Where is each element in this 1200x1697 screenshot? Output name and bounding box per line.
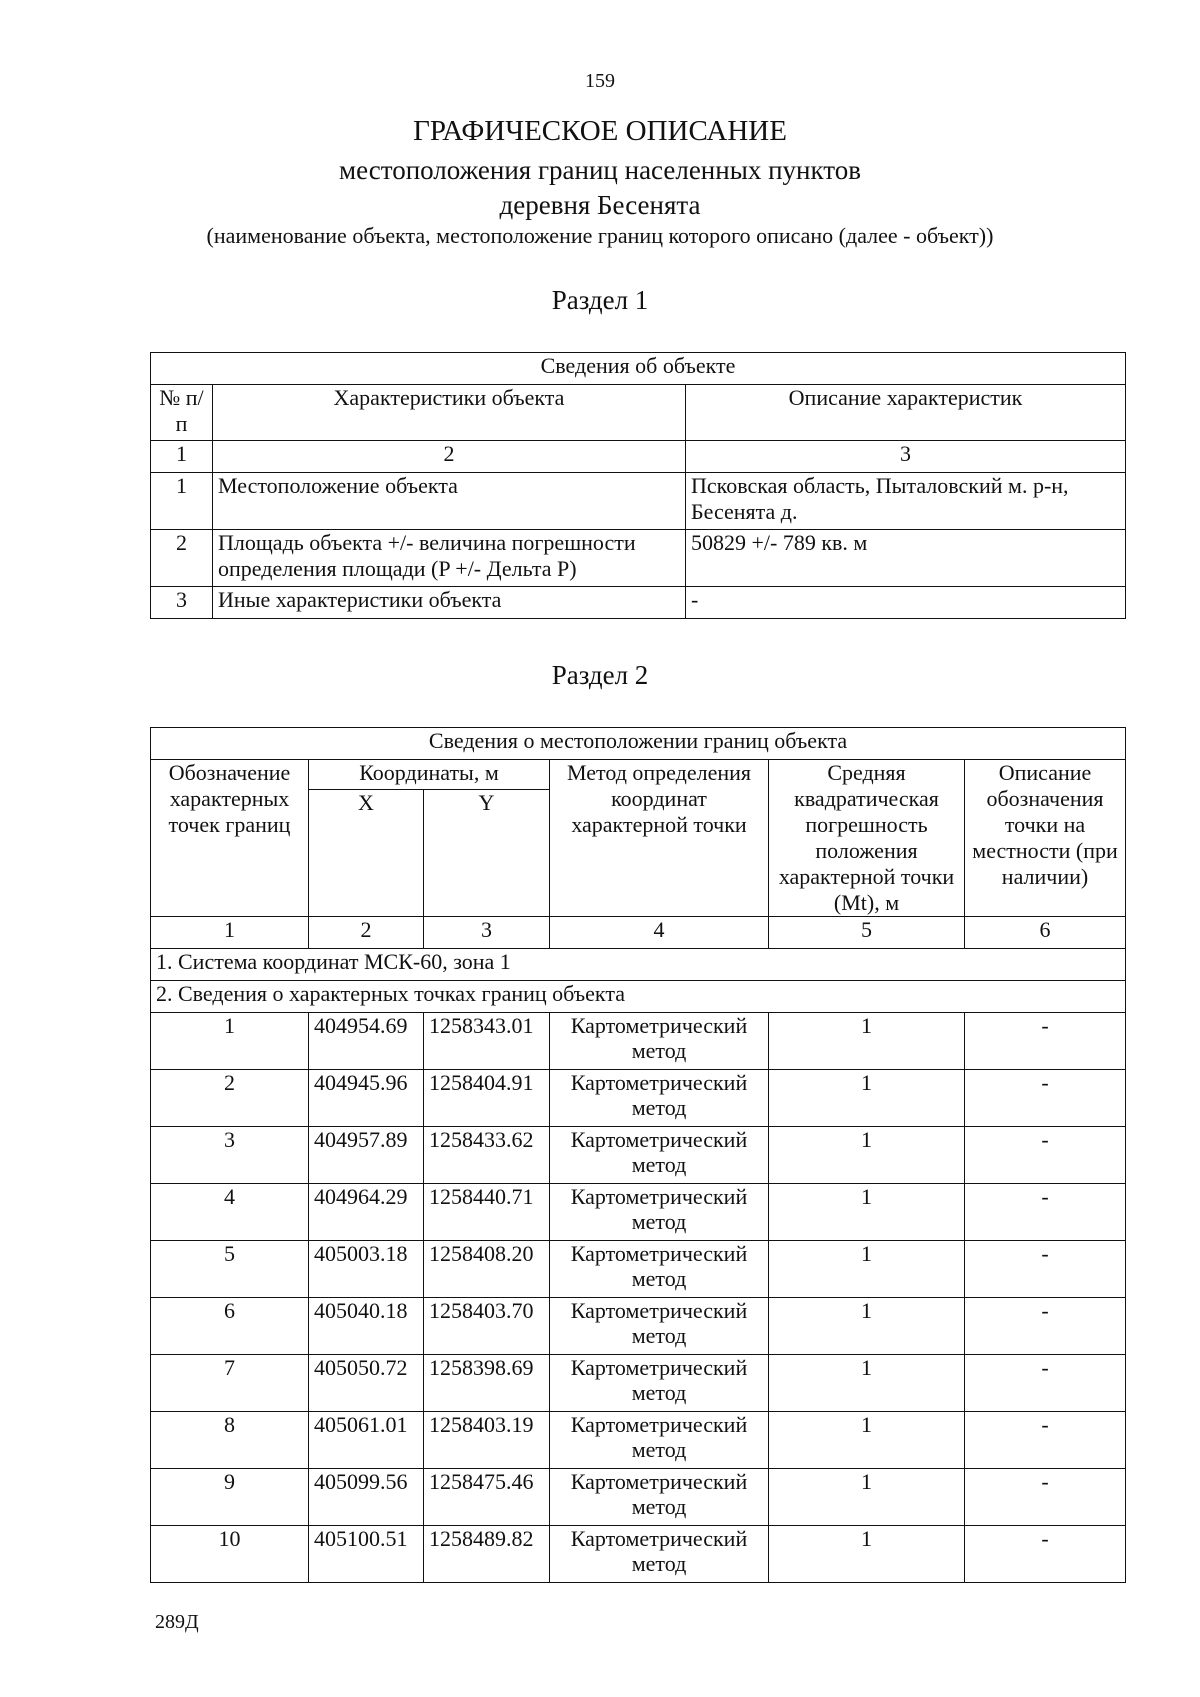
col-header-coords: Координаты, м — [309, 760, 550, 790]
table-row — [151, 1070, 1126, 1127]
object-info-table — [150, 352, 1126, 619]
point-method: Картометрический метод — [550, 1469, 769, 1526]
document-subtitle: местоположения границ населенных пунктов — [339, 155, 861, 185]
point-description: - — [965, 1412, 1126, 1469]
table-row — [151, 530, 1126, 587]
point-x: 405040.18 — [309, 1298, 424, 1355]
point-y: 1258475.46 — [424, 1469, 550, 1526]
point-method: Картометрический метод — [550, 1526, 769, 1583]
point-mt: 1 — [769, 1298, 965, 1355]
col-header-description: Описание характеристик — [686, 385, 1126, 441]
col-header-designation: Обозначение характерных точек границ — [151, 760, 309, 917]
document-title: ГРАФИЧЕСКОЕ ОПИСАНИЕ — [413, 115, 787, 147]
col-header-x: X — [309, 790, 424, 917]
point-mt: 1 — [769, 1241, 965, 1298]
point-mt: 1 — [769, 1355, 965, 1412]
point-y: 1258403.19 — [424, 1412, 550, 1469]
point-mt: 1 — [769, 1184, 965, 1241]
point-number: 9 — [151, 1469, 309, 1526]
col-header-point-description: Описание обозначения точки на местности (при наличии) — [965, 760, 1126, 917]
point-mt: 1 — [769, 1412, 965, 1469]
point-x: 405003.18 — [309, 1241, 424, 1298]
point-x: 405099.56 — [309, 1469, 424, 1526]
point-method: Картометрический метод — [550, 1412, 769, 1469]
point-number: 8 — [151, 1412, 309, 1469]
col-number: 4 — [550, 917, 769, 949]
point-y: 1258404.91 — [424, 1070, 550, 1127]
row-description: Псковская область, Пыталовский м. р-н, Бесенята д. — [686, 473, 1126, 530]
col-number: 3 — [686, 441, 1126, 473]
point-x: 404954.69 — [309, 1013, 424, 1070]
table-row — [151, 587, 1126, 619]
point-method: Картометрический метод — [550, 1241, 769, 1298]
point-mt: 1 — [769, 1469, 965, 1526]
col-header-error: Средняя квадратическая погрешность положения характерной точки (Mt), м — [769, 760, 965, 917]
row-characteristic: Иные характеристики объекта — [213, 587, 686, 619]
table-row — [151, 1412, 1126, 1469]
point-y: 1258343.01 — [424, 1013, 550, 1070]
point-number: 1 — [151, 1013, 309, 1070]
row-description: - — [686, 587, 1126, 619]
col-number: 1 — [151, 441, 213, 473]
point-number: 4 — [151, 1184, 309, 1241]
table-row — [151, 1127, 1126, 1184]
table-row — [151, 1013, 1126, 1070]
points-title: 2. Сведения о характерных точках границ объекта — [151, 981, 1126, 1013]
point-method: Картометрический метод — [550, 1070, 769, 1127]
point-number: 5 — [151, 1241, 309, 1298]
point-mt: 1 — [769, 1013, 965, 1070]
point-x: 404964.29 — [309, 1184, 424, 1241]
col-header-num: № п/п — [151, 385, 213, 441]
col-number: 2 — [309, 917, 424, 949]
point-x: 405061.01 — [309, 1412, 424, 1469]
point-method: Картометрический метод — [550, 1355, 769, 1412]
table-row — [151, 1355, 1126, 1412]
table-row — [151, 1469, 1126, 1526]
point-description: - — [965, 1013, 1126, 1070]
point-mt: 1 — [769, 1070, 965, 1127]
object-name: деревня Бесенята — [499, 190, 701, 220]
point-description: - — [965, 1355, 1126, 1412]
title-caption: (наименование объекта, местоположение границ которого описано (далее - объект)) — [206, 223, 994, 248]
point-description: - — [965, 1070, 1126, 1127]
row-description: 50829 +/- 789 кв. м — [686, 530, 1126, 587]
col-header-characteristic: Характеристики объекта — [213, 385, 686, 441]
row-num: 1 — [151, 473, 213, 530]
section-1-title: Раздел 1 — [551, 285, 649, 315]
row-characteristic: Площадь объекта +/- величина погрешности определения площади (P +/- Дельта P) — [213, 530, 686, 587]
boundary-table-title: Сведения о местоположении границ объекта — [151, 728, 1126, 760]
point-y: 1258440.71 — [424, 1184, 550, 1241]
col-number: 6 — [965, 917, 1126, 949]
point-x: 404945.96 — [309, 1070, 424, 1127]
point-number: 6 — [151, 1298, 309, 1355]
point-method: Картометрический метод — [550, 1127, 769, 1184]
point-description: - — [965, 1469, 1126, 1526]
table-row — [151, 1526, 1126, 1583]
document-code: 289Д — [155, 1611, 199, 1633]
point-method: Картометрический метод — [550, 1184, 769, 1241]
col-header-method: Метод определения координат характерной точки — [550, 760, 769, 917]
table-row — [151, 1184, 1126, 1241]
point-description: - — [965, 1127, 1126, 1184]
point-method: Картометрический метод — [550, 1298, 769, 1355]
col-number: 1 — [151, 917, 309, 949]
point-y: 1258433.62 — [424, 1127, 550, 1184]
point-number: 3 — [151, 1127, 309, 1184]
point-x: 405050.72 — [309, 1355, 424, 1412]
col-number: 3 — [424, 917, 550, 949]
point-y: 1258403.70 — [424, 1298, 550, 1355]
section-2-title: Раздел 2 — [551, 660, 649, 690]
point-mt: 1 — [769, 1526, 965, 1583]
point-x: 404957.89 — [309, 1127, 424, 1184]
point-number: 10 — [151, 1526, 309, 1583]
table-row — [151, 1298, 1126, 1355]
point-number: 2 — [151, 1070, 309, 1127]
table-row — [151, 1241, 1126, 1298]
point-method: Картометрический метод — [550, 1013, 769, 1070]
col-number: 5 — [769, 917, 965, 949]
point-description: - — [965, 1184, 1126, 1241]
object-info-table-title: Сведения об объекте — [151, 353, 1126, 385]
point-description: - — [965, 1298, 1126, 1355]
boundary-points-table — [150, 727, 1126, 1583]
point-mt: 1 — [769, 1127, 965, 1184]
row-num: 2 — [151, 530, 213, 587]
point-y: 1258408.20 — [424, 1241, 550, 1298]
point-number: 7 — [151, 1355, 309, 1412]
row-characteristic: Местоположение объекта — [213, 473, 686, 530]
point-x: 405100.51 — [309, 1526, 424, 1583]
page-number: 159 — [585, 70, 615, 92]
coord-system: 1. Система координат МСК-60, зона 1 — [151, 949, 1126, 981]
table-row — [151, 473, 1126, 530]
point-y: 1258398.69 — [424, 1355, 550, 1412]
point-y: 1258489.82 — [424, 1526, 550, 1583]
col-header-y: Y — [424, 790, 550, 917]
col-number: 2 — [213, 441, 686, 473]
point-description: - — [965, 1241, 1126, 1298]
row-num: 3 — [151, 587, 213, 619]
point-description: - — [965, 1526, 1126, 1583]
